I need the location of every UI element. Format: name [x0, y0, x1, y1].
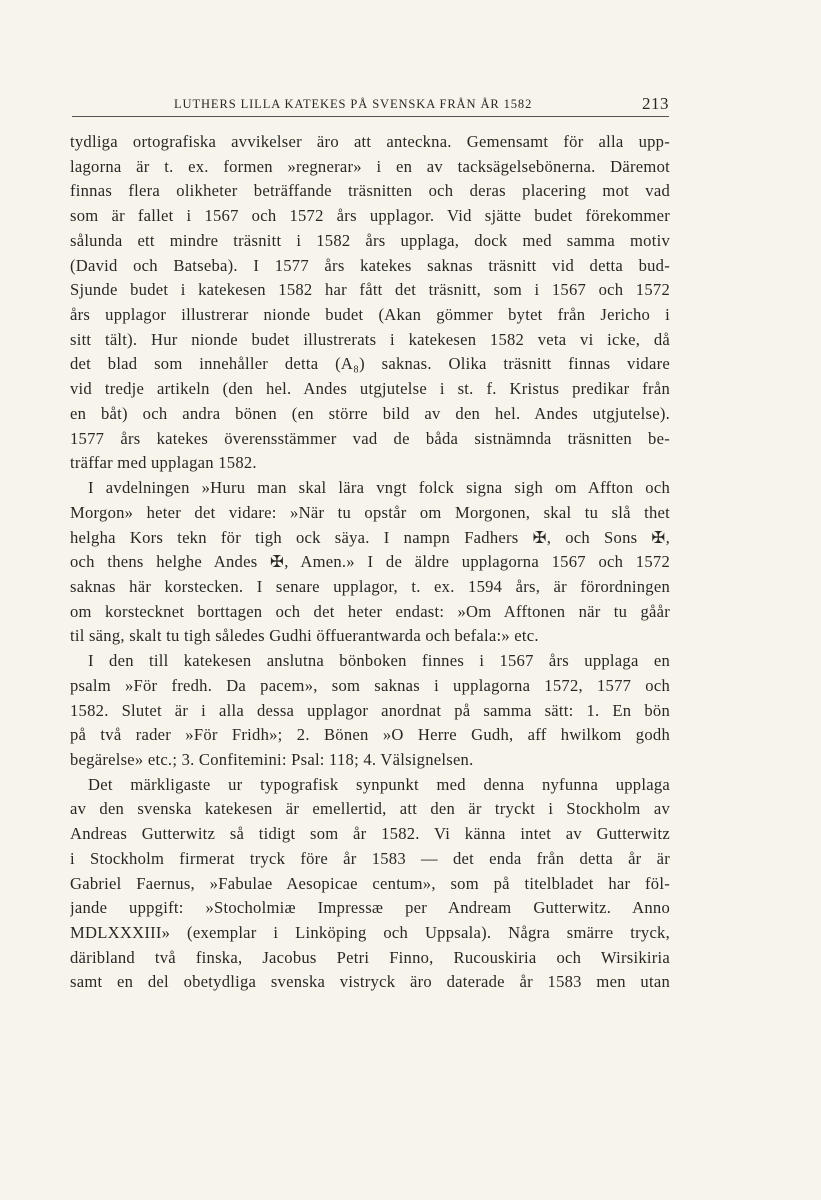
- text-line: Andreas Gutterwitz så tidigt som år 1582. Vi känna intet av Gutterwitz: [70, 824, 670, 844]
- text-line: års upplagor illustrerar nionde budet (Akan gömmer bytet från Jericho i: [70, 305, 670, 325]
- text-line: helgha Kors tekn för tigh ock säya. I nampn Fadhers ✠, och Sons ✠,: [70, 527, 670, 547]
- text-line: MDLXXXIII» (exemplar i Linköping och Uppsala). Några smärre tryck,: [70, 923, 670, 942]
- text-line: Morgon» heter det vidare: »När tu opstår om Morgonen, skal tu slå thet: [70, 502, 670, 522]
- text-line: Gabriel Faernus, »Fabulae Aesopicae centum», som på titelbladet har föl-: [70, 873, 670, 893]
- text-line: om korstecknet borttagen och det heter endast: »Om Afftonen när tu gåår: [70, 601, 670, 621]
- text-line: Det märkligaste ur typografisk synpunkt med denna nyfunna upplaga: [88, 774, 670, 794]
- running-title: LUTHERS LILLA KATEKES PÅ SVENSKA FRÅN ÅR 1582: [174, 97, 533, 111]
- text-line: träffar med upplagan 1582.: [70, 453, 257, 473]
- page-number: 213: [642, 94, 669, 113]
- text-line: vid tredje artikeln (den hel. Andes utgjutelse i st. f. Kristus predikar från: [70, 379, 670, 399]
- paragraph: [70, 773, 670, 995]
- text-line: som är fallet i 1567 och 1572 års upplagor. Vid sjätte budet förekommer: [70, 206, 670, 226]
- text-line: saknas här korstecken. I senare upplagor, t. ex. 1594 års, är förordningen: [70, 576, 670, 596]
- text-line: sålunda ett mindre träsnitt i 1582 års upplaga, dock med samma motiv: [70, 230, 670, 250]
- text-line: en båt) och andra bönen (en större bild av den hel. Andes utgjutelse).: [70, 403, 670, 423]
- body-text: [70, 130, 670, 995]
- text-line: I den till katekesen anslutna bönboken finnes i 1567 års upplaga en: [88, 651, 670, 671]
- text-line: jande uppgift: »Stocholmiæ Impressæ per Andream Gutterwitz. Anno: [70, 898, 670, 918]
- text-line: däribland två finska, Jacobus Petri Finno, Rucouskiria och Wirsikiria: [70, 947, 670, 967]
- text-line: lagorna är t. ex. formen »regnerar» i en av tacksägelsebönerna. Däremot: [70, 156, 670, 176]
- text-line: begärelse» etc.; 3. Confitemini: Psal: 118; 4. Välsignelsen.: [70, 749, 474, 769]
- text-line: I avdelningen »Huru man skal lära vngt folck signa sigh om Affton och: [88, 478, 670, 498]
- text-line: 1577 års katekes överensstämmer vad de båda sistnämnda träsnitten be-: [70, 428, 670, 448]
- text-line: av den svenska katekesen är emellertid, att den är tryckt i Stockholm av: [70, 799, 670, 819]
- paragraph: [70, 476, 670, 649]
- text-line: i Stockholm firmerat tryck före år 1583 — det enda från detta år är: [70, 848, 670, 868]
- paragraph: [70, 649, 670, 773]
- text-line: det blad som innehåller detta (A₈) saknas. Olika träsnitt finnas vidare: [70, 354, 670, 374]
- text-line: (David och Batseba). I 1577 års katekes saknas träsnitt vid detta bud-: [70, 255, 670, 275]
- text-line: samt en del obetydliga svenska vistryck äro daterade år 1583 men utan: [70, 972, 670, 992]
- text-line: finnas flera olikheter beträffande träsnitten och deras placering mot vad: [70, 181, 670, 201]
- text-line: til säng, skalt tu tigh således Gudhi öffuerantwarda och befala:» etc.: [70, 626, 539, 646]
- text-line: sitt tält). Hur nionde budet illustrerats i katekesen 1582 veta vi icke, då: [70, 329, 670, 349]
- text-line: Sjunde budet i katekesen 1582 har fått det träsnitt, som i 1567 och 1572: [70, 280, 670, 300]
- text-line: och thens helghe Andes ✠, Amen.» I de äldre upplagorna 1567 och 1572: [70, 552, 670, 572]
- running-header: [72, 96, 669, 117]
- text-line: psalm »För fredh. Da pacem», som saknas i upplagorna 1572, 1577 och: [70, 675, 670, 695]
- text-line: på två rader »För Fridh»; 2. Bönen »O Herre Gudh, aff hwilkom godh: [70, 725, 670, 745]
- text-line: 1582. Slutet är i alla dessa upplagor anordnat på samma sätt: 1. En bön: [70, 700, 670, 720]
- paragraph: [70, 130, 670, 476]
- text-line: tydliga ortografiska avvikelser äro att anteckna. Gemensamt för alla upp-: [70, 132, 670, 151]
